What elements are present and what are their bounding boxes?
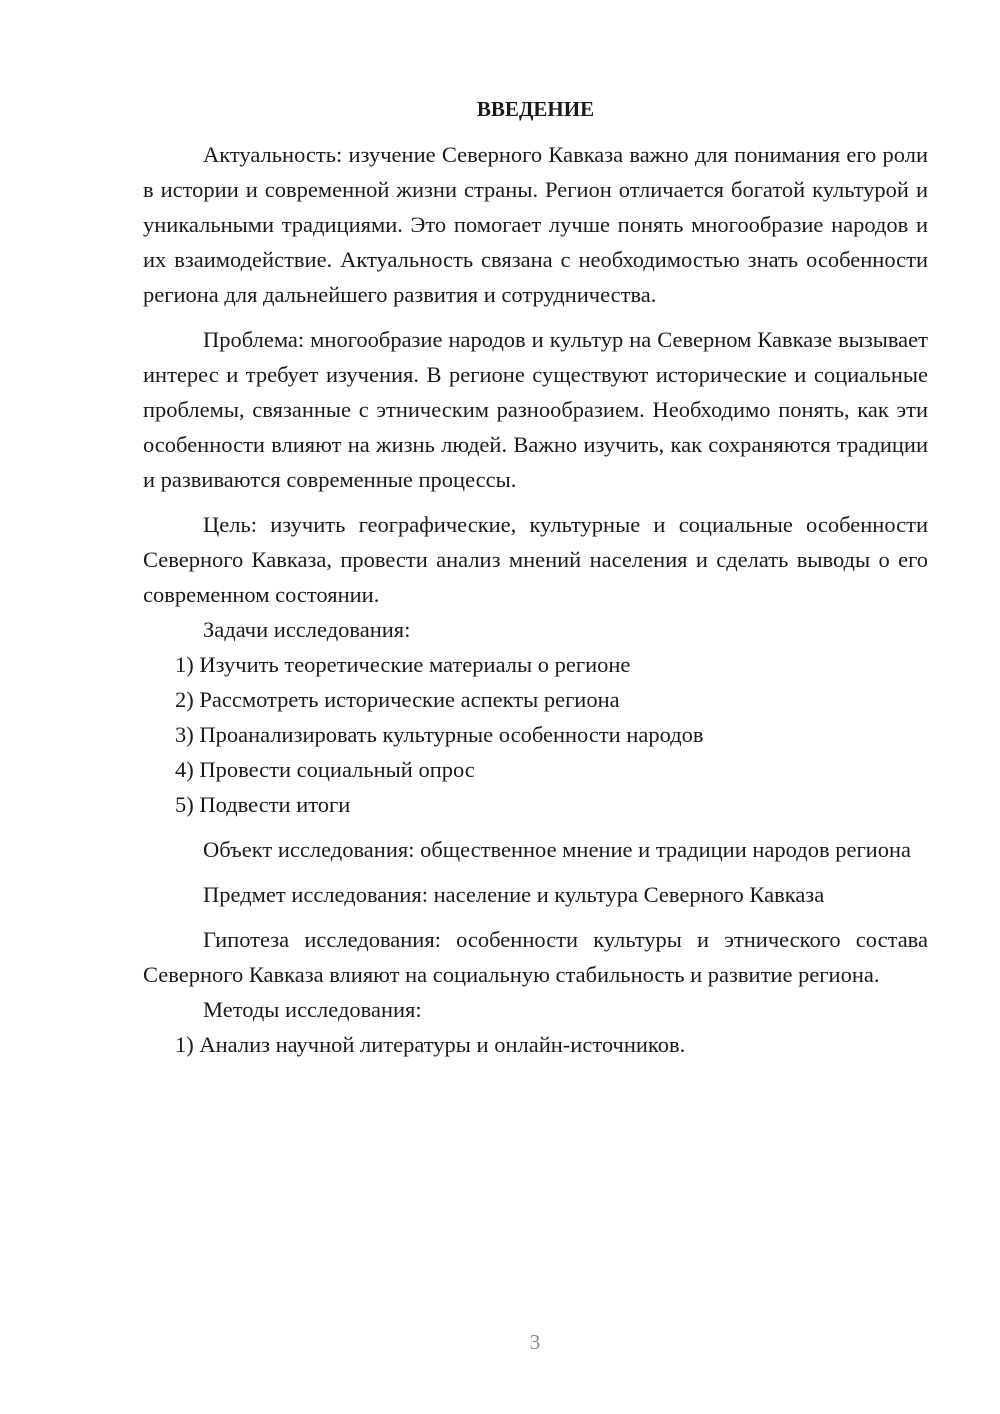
methods-heading: Методы исследования: [203, 997, 422, 1022]
problem-paragraph: Проблема: многообразие народов и культур на Северном Кавказе вызывает интерес и требует изучения. В регионе существуют исторические и социальные проблемы, связанные с этническим разнообразием. Необходимо понять, как эти особенности влияют на жизнь людей. Важно изучить, как сохраняются традиции и развиваются современные процессы. [143, 327, 928, 492]
page-number: 3 [529, 1330, 541, 1354]
task-item-5: 5) Подвести итоги [175, 792, 351, 817]
object-paragraph: Объект исследования: общественное мнение и традиции народов региона [203, 837, 912, 862]
task-item-1: 1) Изучить теоретические материалы о регионе [175, 652, 631, 677]
section-title: ВВЕДЕНИЕ [476, 97, 595, 121]
task-item-4: 4) Провести социальный опрос [175, 757, 475, 782]
task-item-2: 2) Рассмотреть исторические аспекты региона [175, 687, 620, 712]
relevance-paragraph: Актуальность: изучение Северного Кавказа важно для понимания его роли в истории и современной жизни страны. Регион отличается богатой культурой и уникальными традициями. Это помогает лучше понять многообразие народов и их взаимодействие. Актуальность связана с необходимостью знать особенности региона для дальнейшего развития и сотрудничества. [143, 142, 928, 307]
goal-paragraph: Цель: изучить географические, культурные и социальные особенности Северного Кавказа, провести анализ мнений населения и сделать выводы о его современном состоянии. [143, 512, 928, 607]
subject-paragraph: Предмет исследования: население и культура Северного Кавказа [203, 882, 825, 907]
hypothesis-paragraph: Гипотеза исследования: особенности культуры и этнического состава Северного Кавказа влияют на социальную стабильность и развитие региона. [143, 927, 928, 987]
document-page [143, 92, 928, 1062]
task-item-3: 3) Проанализировать культурные особенности народов [175, 722, 704, 747]
tasks-heading: Задачи исследования: [203, 617, 411, 642]
method-item-1: 1) Анализ научной литературы и онлайн-источников. [175, 1032, 686, 1057]
